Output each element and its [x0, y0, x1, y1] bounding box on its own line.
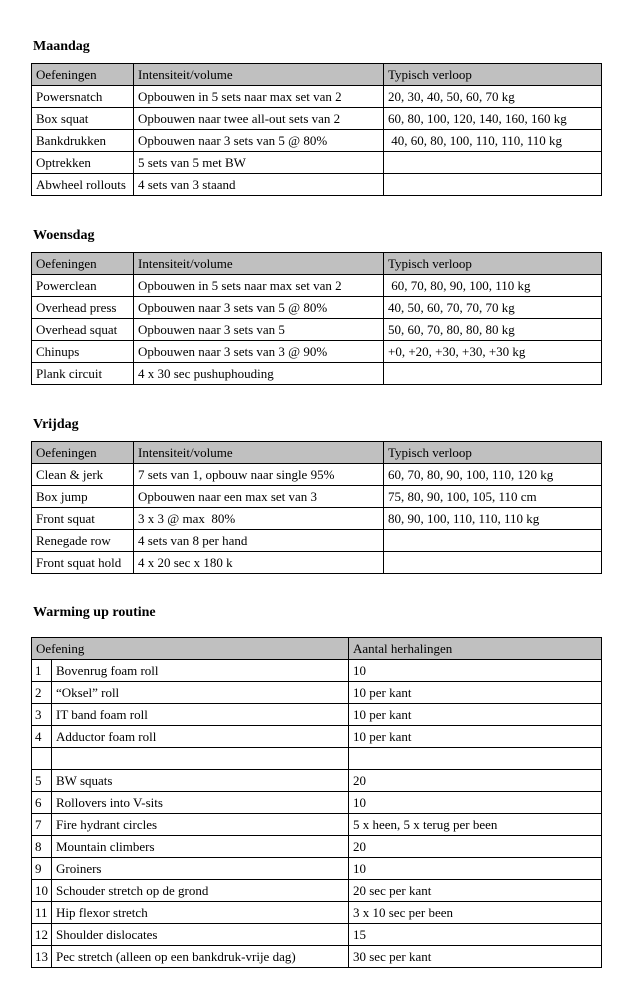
- table-row: [32, 814, 602, 836]
- column-header-intensiteit: Intensiteit/volume: [134, 64, 384, 86]
- intensity-cell: Opbouwen naar 3 sets van 5 @ 80%: [134, 297, 384, 319]
- progression-cell: +0, +20, +30, +30, +30 kg: [384, 341, 602, 363]
- header-row: [32, 64, 602, 86]
- table-row: [32, 86, 602, 108]
- table-row: [32, 464, 602, 486]
- reps-cell: [349, 748, 602, 770]
- exercise-cell: Groiners: [52, 858, 349, 880]
- number-cell: 12: [32, 924, 52, 946]
- section-title-woensdag: Woensdag: [33, 228, 95, 243]
- table-row-empty: [32, 748, 602, 770]
- exercise-cell: Optrekken: [32, 152, 134, 174]
- intensity-cell: Opbouwen naar 3 sets van 3 @ 90%: [134, 341, 384, 363]
- table-row: [32, 924, 602, 946]
- exercise-cell: Fire hydrant circles: [52, 814, 349, 836]
- intensity-cell: Opbouwen naar 3 sets van 5 @ 80%: [134, 130, 384, 152]
- column-header-typisch-verloop: Typisch verloop: [384, 64, 602, 86]
- exercise-cell: Adductor foam roll: [52, 726, 349, 748]
- reps-cell: 10 per kant: [349, 704, 602, 726]
- table-row: [32, 770, 602, 792]
- exercise-cell: Plank circuit: [32, 363, 134, 385]
- column-header-typisch-verloop: Typisch verloop: [384, 253, 602, 275]
- reps-cell: 10 per kant: [349, 726, 602, 748]
- reps-cell: 10: [349, 858, 602, 880]
- progression-cell: 60, 80, 100, 120, 140, 160, 160 kg: [384, 108, 602, 130]
- column-header-oefeningen: Oefeningen: [32, 442, 134, 464]
- exercise-cell: Overhead press: [32, 297, 134, 319]
- reps-cell: 20: [349, 770, 602, 792]
- exercise-cell: [52, 748, 349, 770]
- table-row: [32, 508, 602, 530]
- column-header-typisch-verloop: Typisch verloop: [384, 442, 602, 464]
- number-cell: 2: [32, 682, 52, 704]
- exercise-cell: Clean & jerk: [32, 464, 134, 486]
- reps-cell: 3 x 10 sec per been: [349, 902, 602, 924]
- intensity-cell: 7 sets van 1, opbouw naar single 95%: [134, 464, 384, 486]
- progression-cell: [384, 363, 602, 385]
- table-row: [32, 174, 602, 196]
- table-row: [32, 660, 602, 682]
- number-cell: 6: [32, 792, 52, 814]
- table-row: [32, 704, 602, 726]
- exercise-cell: Box squat: [32, 108, 134, 130]
- reps-cell: 10 per kant: [349, 682, 602, 704]
- number-cell: 9: [32, 858, 52, 880]
- exercise-cell: Overhead squat: [32, 319, 134, 341]
- progression-cell: 40, 60, 80, 100, 110, 110, 110 kg: [384, 130, 602, 152]
- progression-cell: 40, 50, 60, 70, 70, 70 kg: [384, 297, 602, 319]
- intensity-cell: 4 sets van 8 per hand: [134, 530, 384, 552]
- number-cell: 4: [32, 726, 52, 748]
- exercise-cell: Box jump: [32, 486, 134, 508]
- section-title-vrijdag: Vrijdag: [33, 417, 79, 432]
- intensity-cell: 3 x 3 @ max 80%: [134, 508, 384, 530]
- exercise-cell: Powersnatch: [32, 86, 134, 108]
- section-title-warmup: Warming up routine: [33, 605, 156, 620]
- intensity-cell: 4 x 30 sec pushuphouding: [134, 363, 384, 385]
- progression-cell: 60, 70, 80, 90, 100, 110 kg: [384, 275, 602, 297]
- exercise-cell: Abwheel rollouts: [32, 174, 134, 196]
- woensdag-table: [31, 252, 602, 385]
- reps-cell: 20 sec per kant: [349, 880, 602, 902]
- exercise-cell: Front squat hold: [32, 552, 134, 574]
- table-row: [32, 792, 602, 814]
- table-row: [32, 319, 602, 341]
- number-cell: 3: [32, 704, 52, 726]
- progression-cell: [384, 530, 602, 552]
- intensity-cell: Opbouwen naar twee all-out sets van 2: [134, 108, 384, 130]
- exercise-cell: Bovenrug foam roll: [52, 660, 349, 682]
- number-cell: 11: [32, 902, 52, 924]
- table-row: [32, 152, 602, 174]
- table-row: [32, 552, 602, 574]
- exercise-cell: Hip flexor stretch: [52, 902, 349, 924]
- exercise-cell: Mountain climbers: [52, 836, 349, 858]
- progression-cell: [384, 152, 602, 174]
- progression-cell: 60, 70, 80, 90, 100, 110, 120 kg: [384, 464, 602, 486]
- number-cell: 8: [32, 836, 52, 858]
- reps-cell: 20: [349, 836, 602, 858]
- table-row: [32, 275, 602, 297]
- table-row: [32, 902, 602, 924]
- reps-cell: 15: [349, 924, 602, 946]
- vrijdag-table: [31, 441, 602, 574]
- number-cell: 10: [32, 880, 52, 902]
- table-row: [32, 880, 602, 902]
- warmup-table: [31, 637, 602, 968]
- progression-cell: 80, 90, 100, 110, 110, 110 kg: [384, 508, 602, 530]
- table-row: [32, 682, 602, 704]
- number-cell: [32, 748, 52, 770]
- reps-cell: 10: [349, 792, 602, 814]
- exercise-cell: Chinups: [32, 341, 134, 363]
- exercise-cell: Bankdrukken: [32, 130, 134, 152]
- intensity-cell: 4 x 20 sec x 180 k: [134, 552, 384, 574]
- reps-cell: 30 sec per kant: [349, 946, 602, 968]
- column-header-intensiteit: Intensiteit/volume: [134, 442, 384, 464]
- table-row: [32, 858, 602, 880]
- table-row: [32, 486, 602, 508]
- exercise-cell: “Oksel” roll: [52, 682, 349, 704]
- number-cell: 5: [32, 770, 52, 792]
- table-row: [32, 108, 602, 130]
- reps-cell: 5 x heen, 5 x terug per been: [349, 814, 602, 836]
- exercise-cell: Powerclean: [32, 275, 134, 297]
- header-row: [32, 253, 602, 275]
- progression-cell: 75, 80, 90, 100, 105, 110 cm: [384, 486, 602, 508]
- column-header-oefeningen: Oefeningen: [32, 64, 134, 86]
- header-row: [32, 638, 602, 660]
- exercise-cell: BW squats: [52, 770, 349, 792]
- table-row: [32, 363, 602, 385]
- maandag-table: [31, 63, 602, 196]
- exercise-cell: IT band foam roll: [52, 704, 349, 726]
- exercise-cell: Renegade row: [32, 530, 134, 552]
- exercise-cell: Rollovers into V-sits: [52, 792, 349, 814]
- number-cell: 1: [32, 660, 52, 682]
- header-row: [32, 442, 602, 464]
- progression-cell: 50, 60, 70, 80, 80, 80 kg: [384, 319, 602, 341]
- progression-cell: [384, 552, 602, 574]
- intensity-cell: Opbouwen in 5 sets naar max set van 2: [134, 275, 384, 297]
- intensity-cell: Opbouwen naar een max set van 3: [134, 486, 384, 508]
- table-row: [32, 530, 602, 552]
- column-header-oefeningen: Oefeningen: [32, 253, 134, 275]
- intensity-cell: Opbouwen naar 3 sets van 5: [134, 319, 384, 341]
- table-row: [32, 726, 602, 748]
- column-header-oefening: Oefening: [32, 638, 349, 660]
- intensity-cell: 5 sets van 5 met BW: [134, 152, 384, 174]
- exercise-cell: Shoulder dislocates: [52, 924, 349, 946]
- table-row: [32, 836, 602, 858]
- table-row: [32, 130, 602, 152]
- column-header-intensiteit: Intensiteit/volume: [134, 253, 384, 275]
- table-row: [32, 297, 602, 319]
- table-row: [32, 946, 602, 968]
- intensity-cell: Opbouwen in 5 sets naar max set van 2: [134, 86, 384, 108]
- exercise-cell: Pec stretch (alleen op een bankdruk-vrije dag): [52, 946, 349, 968]
- exercise-cell: Schouder stretch op de grond: [52, 880, 349, 902]
- progression-cell: [384, 174, 602, 196]
- column-header-aantal-herhalingen: Aantal herhalingen: [349, 638, 602, 660]
- exercise-cell: Front squat: [32, 508, 134, 530]
- intensity-cell: 4 sets van 3 staand: [134, 174, 384, 196]
- progression-cell: 20, 30, 40, 50, 60, 70 kg: [384, 86, 602, 108]
- number-cell: 13: [32, 946, 52, 968]
- section-title-maandag: Maandag: [33, 39, 90, 54]
- table-row: [32, 341, 602, 363]
- number-cell: 7: [32, 814, 52, 836]
- reps-cell: 10: [349, 660, 602, 682]
